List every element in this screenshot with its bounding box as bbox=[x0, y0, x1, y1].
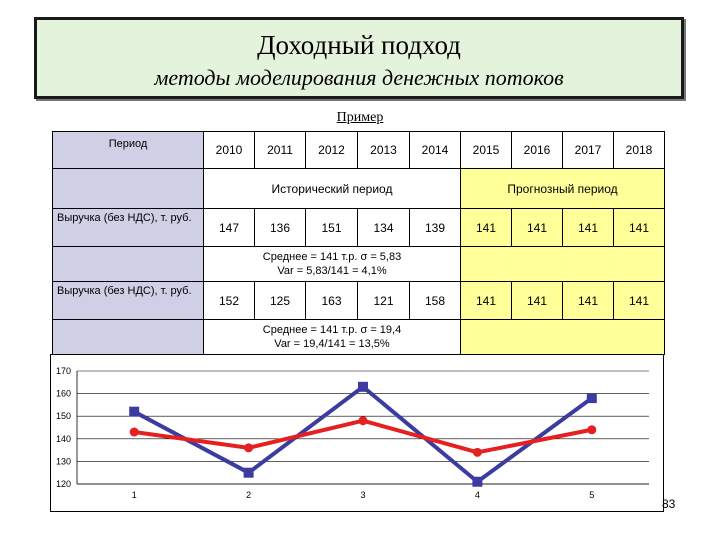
forecast-value-cell: 141 bbox=[512, 282, 563, 320]
y-tick-label: 150 bbox=[55, 411, 71, 422]
forecast-value-cell: 141 bbox=[614, 209, 665, 247]
forecast-blank-cell bbox=[461, 247, 665, 282]
revenue-row-1 bbox=[53, 209, 665, 247]
value-cell: 151 bbox=[306, 209, 358, 247]
stats-2-line-1: Среднее = 141 т.р. σ = 19,4 bbox=[262, 324, 402, 336]
years-row bbox=[53, 132, 665, 169]
blank-row-header bbox=[53, 169, 204, 209]
y-tick-label: 120 bbox=[55, 479, 71, 489]
value-cell: 147 bbox=[204, 209, 255, 247]
blank-row-header bbox=[53, 320, 204, 355]
title-box bbox=[34, 17, 684, 99]
year-cell: 2016 bbox=[512, 132, 563, 169]
value-cell: 134 bbox=[358, 209, 410, 247]
example-label: Пример bbox=[336, 110, 384, 125]
forecast-value-cell: 141 bbox=[563, 282, 614, 320]
forecast-value-cell: 141 bbox=[461, 282, 512, 320]
data-point-marker bbox=[244, 443, 253, 452]
stats-1-line-1: Среднее = 141 т.р. σ = 5,83 bbox=[262, 251, 402, 263]
year-cell: 2013 bbox=[358, 132, 410, 169]
value-cell: 125 bbox=[255, 282, 306, 320]
data-point-marker bbox=[244, 468, 254, 478]
stats-1-line-2: Var = 5,83/141 = 4,1% bbox=[277, 265, 387, 277]
revenue-row-2 bbox=[53, 282, 665, 320]
value-cell: 121 bbox=[358, 282, 410, 320]
y-tick-label: 160 bbox=[55, 388, 71, 399]
year-cell: 2014 bbox=[410, 132, 461, 169]
year-cell: 2018 bbox=[614, 132, 665, 169]
value-cell: 163 bbox=[306, 282, 358, 320]
revenue-table bbox=[52, 131, 665, 355]
revenue-row-label: Выручка (без НДС), т. руб. bbox=[53, 282, 204, 320]
year-cell: 2015 bbox=[461, 132, 512, 169]
data-point-marker bbox=[130, 428, 139, 437]
data-point-marker bbox=[129, 407, 139, 417]
series-line-1 bbox=[134, 387, 592, 482]
forecast-period-label: Прогнозный период bbox=[461, 169, 665, 209]
data-point-marker bbox=[473, 448, 482, 457]
stats-row-1 bbox=[53, 247, 665, 282]
value-cell: 152 bbox=[204, 282, 255, 320]
x-tick-label: 3 bbox=[360, 490, 366, 500]
value-cell: 139 bbox=[410, 209, 461, 247]
data-point-marker bbox=[359, 416, 368, 425]
x-tick-label: 2 bbox=[246, 490, 252, 500]
forecast-blank-cell bbox=[461, 320, 665, 355]
data-point-marker bbox=[358, 382, 368, 392]
forecast-value-cell: 141 bbox=[461, 209, 512, 247]
stats-1 bbox=[204, 247, 461, 282]
year-cell: 2011 bbox=[255, 132, 306, 169]
period-header: Период bbox=[53, 132, 204, 169]
page-number: 83 bbox=[662, 497, 676, 511]
period-row bbox=[53, 169, 665, 209]
x-tick-label: 4 bbox=[474, 490, 480, 500]
blank-row-header bbox=[53, 247, 204, 282]
stats-2 bbox=[204, 320, 461, 355]
data-point-marker bbox=[587, 425, 596, 434]
year-cell: 2010 bbox=[204, 132, 255, 169]
stats-row-2 bbox=[53, 320, 665, 355]
x-tick-label: 5 bbox=[589, 490, 595, 500]
forecast-value-cell: 141 bbox=[563, 209, 614, 247]
chart-svg bbox=[51, 355, 663, 511]
historical-period-label: Исторический период bbox=[204, 169, 461, 209]
data-point-marker bbox=[472, 477, 482, 487]
forecast-value-cell: 141 bbox=[512, 209, 563, 247]
y-tick-label: 130 bbox=[55, 456, 71, 467]
line-chart bbox=[50, 354, 664, 512]
y-tick-label: 140 bbox=[55, 433, 71, 444]
value-cell: 136 bbox=[255, 209, 306, 247]
forecast-value-cell: 141 bbox=[614, 282, 665, 320]
value-cell: 158 bbox=[410, 282, 461, 320]
revenue-row-label: Выручка (без НДС), т. руб. bbox=[53, 209, 204, 247]
data-point-marker bbox=[587, 393, 597, 403]
slide-title: Доходный подход bbox=[257, 30, 461, 60]
slide-subtitle: методы моделирования денежных потоков bbox=[154, 65, 564, 90]
stats-2-line-2: Var = 19,4/141 = 13,5% bbox=[274, 338, 390, 350]
y-tick-label: 170 bbox=[55, 366, 71, 376]
year-cell: 2017 bbox=[563, 132, 614, 169]
year-cell: 2012 bbox=[306, 132, 358, 169]
x-tick-label: 1 bbox=[131, 490, 137, 500]
